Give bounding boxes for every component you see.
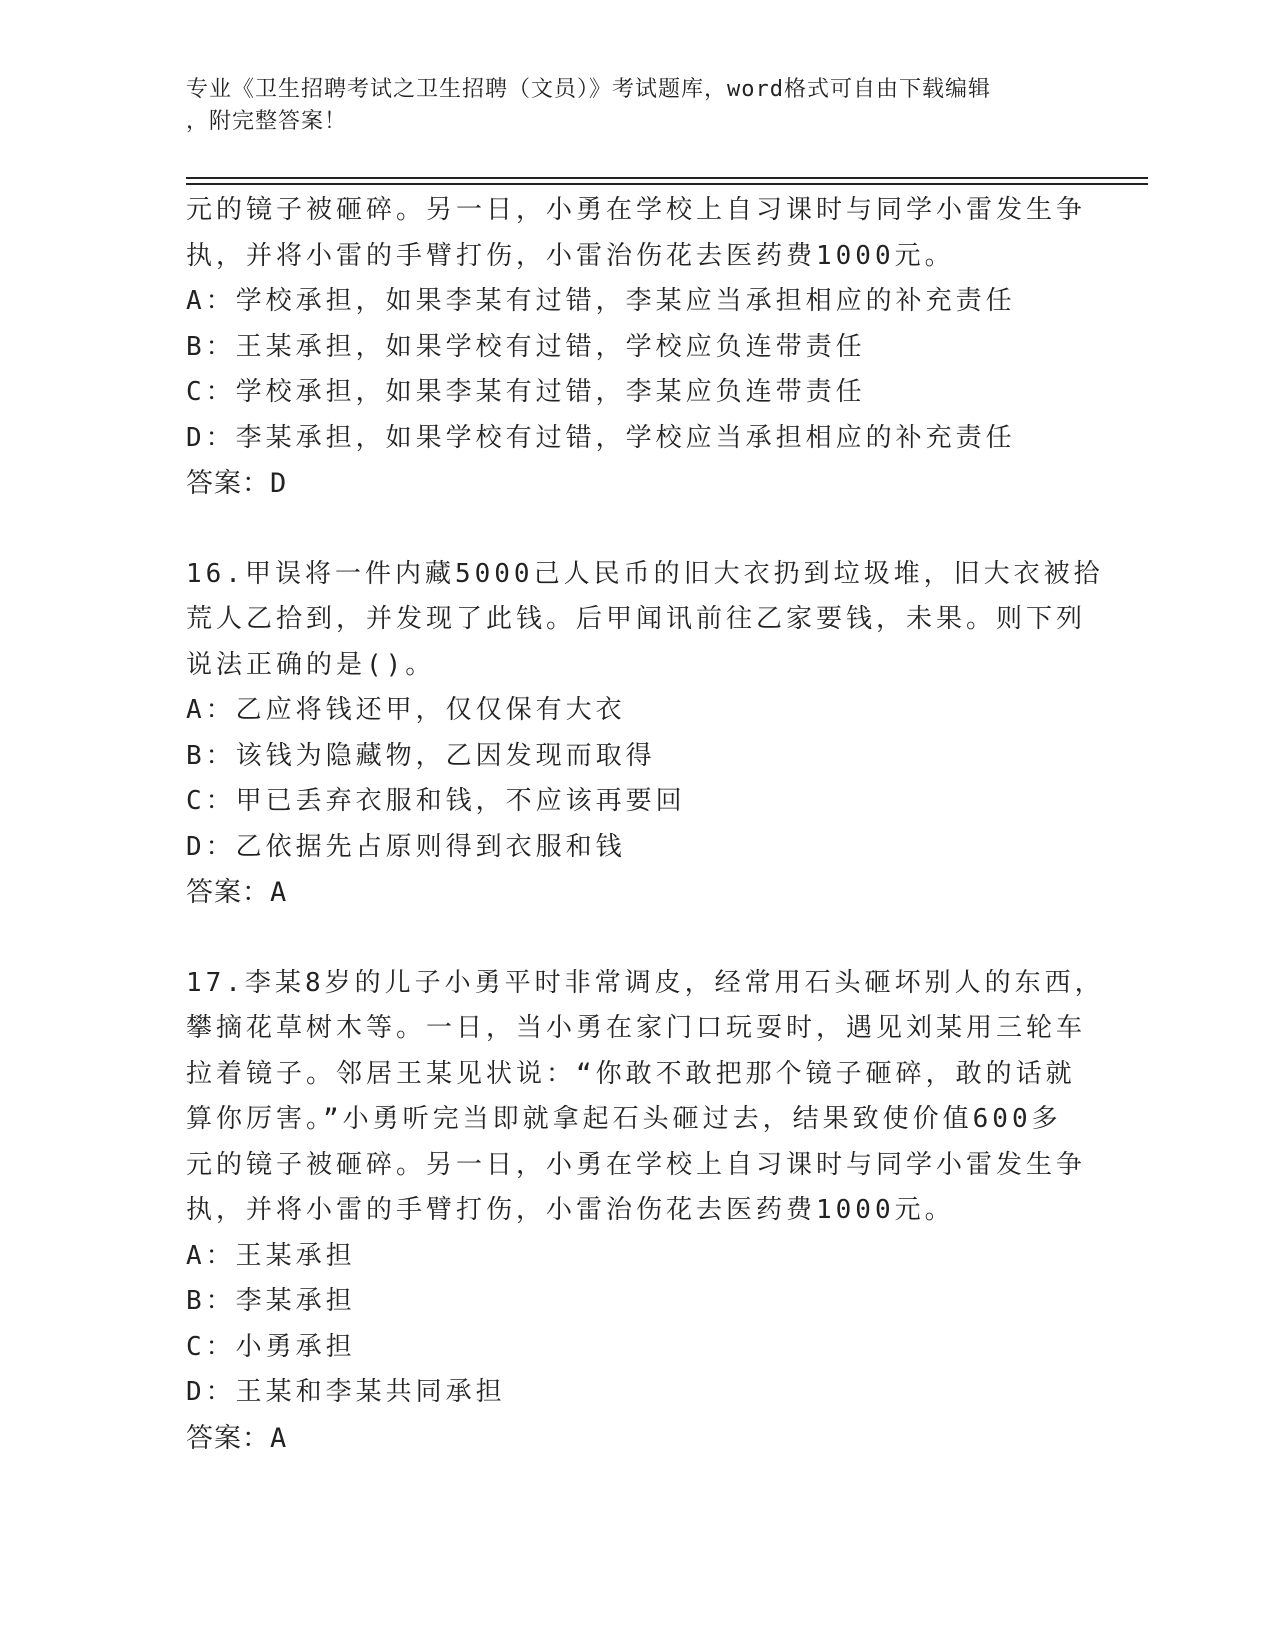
question-text-line: 拉着镜子。邻居王某见状说：“你敢不敢把那个镜子砸碎，敢的话就 xyxy=(186,1058,1076,1089)
header-line-2: ，附完整答案！ xyxy=(186,109,348,134)
spacer xyxy=(186,507,1086,552)
question-text-line: 元的镜子被砸碎。另一日，小勇在学校上自习课时与同学小雷发生争 xyxy=(186,1149,1087,1180)
question-text-line: 16.甲误将一件内藏5000己人民币的旧大衣扔到垃圾堆，旧大衣被拾 xyxy=(186,558,1104,589)
question-text-line: 17.李某8岁的儿子小勇平时非常调皮，经常用石头砸坏别人的东西， xyxy=(186,967,1105,998)
question-text-line: 说法正确的是()。 xyxy=(186,649,436,680)
answer-label: 答案： xyxy=(186,468,270,499)
answer-line xyxy=(186,1416,1086,1462)
option-d: D：王某和李某共同承担 xyxy=(186,1377,506,1407)
question-text-line: 执，并将小雷的手臂打伤，小雷治伤花去医药费1000元。 xyxy=(186,1195,955,1225)
option-c: C：甲已丢弃衣服和钱，不应该再要回 xyxy=(186,786,686,816)
option-b: B：李某承担 xyxy=(186,1286,356,1316)
header-line-1: 专业《卫生招聘考试之卫生招聘（文员）》考试题库，word格式可自由下载编辑 xyxy=(186,77,991,102)
option-a: A：乙应将钱还甲，仅仅保有大衣 xyxy=(186,695,626,725)
option-d: D：乙依据先占原则得到衣服和钱 xyxy=(186,831,626,862)
spacer xyxy=(186,916,1086,961)
answer-line xyxy=(186,461,1086,507)
question-text-line: 元的镜子被砸碎。另一日，小勇在学校上自习课时与同学小雷发生争 xyxy=(186,195,1087,225)
question-15 xyxy=(186,188,1086,507)
question-text-line: 执，并将小雷的手臂打伤，小雷治伤花去医药费1000元。 xyxy=(186,240,955,271)
option-d: D：李某承担，如果学校有过错，学校应当承担相应的补充责任 xyxy=(186,422,1016,453)
option-b: B：王某承担，如果学校有过错，学校应负连带责任 xyxy=(186,331,866,362)
document-header xyxy=(186,74,1066,138)
question-text-line: 攀摘花草树木等。一日，当小勇在家门口玩耍时，遇见刘某用三轮车 xyxy=(186,1013,1087,1043)
question-text-line: 荒人乙拾到，并发现了此钱。后甲闻讯前往乙家要钱，未果。则下列 xyxy=(186,604,1087,634)
answer-label: 答案： xyxy=(186,877,270,908)
question-17 xyxy=(186,961,1105,1462)
question-content xyxy=(186,188,1105,1461)
answer-value: A xyxy=(270,1422,288,1454)
option-a: A：王某承担 xyxy=(186,1240,356,1271)
answer-label: 答案： xyxy=(186,1422,270,1454)
option-b: B：该钱为隐藏物，乙因发现而取得 xyxy=(186,740,656,771)
header-rule-bottom xyxy=(186,183,1148,185)
answer-line xyxy=(186,870,1086,916)
question-text-line: 算你厉害。”小勇听完当即就拿起石头砸过去，结果致使价值600多 xyxy=(186,1104,1062,1134)
option-c: C：小勇承担 xyxy=(186,1331,356,1362)
answer-value: D xyxy=(270,468,288,499)
header-rule-top xyxy=(186,177,1148,179)
option-c: C：学校承担，如果李某有过错，李某应负连带责任 xyxy=(186,377,866,407)
answer-value: A xyxy=(270,877,288,908)
option-a: A：学校承担，如果李某有过错，李某应当承担相应的补充责任 xyxy=(186,286,1016,316)
question-16 xyxy=(186,552,1104,916)
